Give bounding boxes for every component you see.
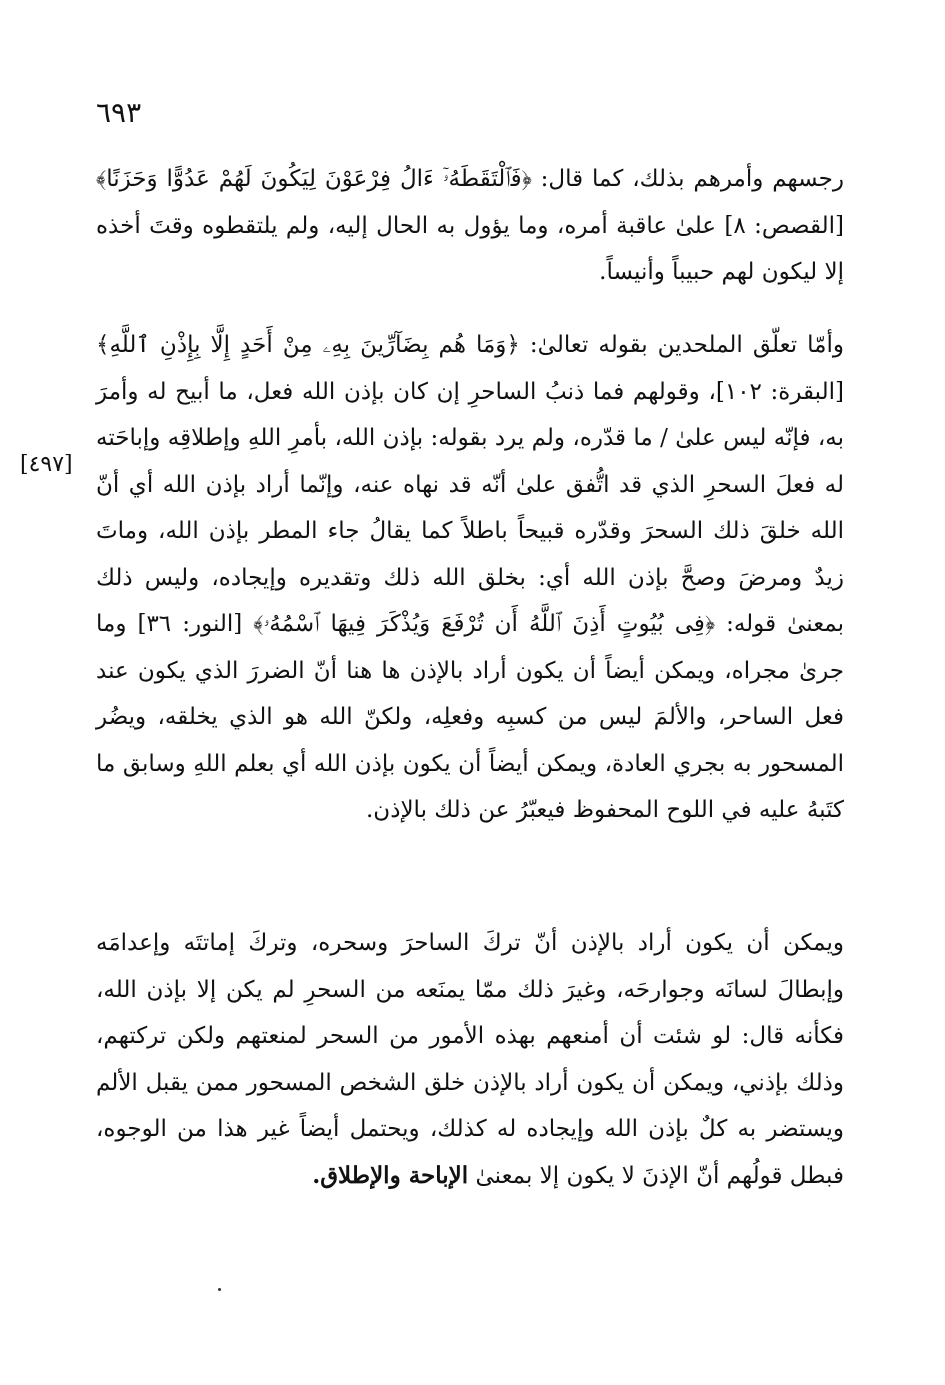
paragraph-1	[96, 156, 844, 296]
paragraph-3	[96, 920, 844, 1199]
paragraph-2-text: وأمّا تعلّق الملحدين بقوله تعالىٰ: ﴿وَمَا هُم بِضَآرِّينَ بِهِۦ مِنْ أَحَدٍ إِلَّا بِإِذْنِ ٱللَّهِ﴾ [البقرة: ١٠٢]، وقولهم فما ذنبُ الساحرِ إن كان بإذن الله فعل، ما أبيح له وأمرَ به، فإنّه ليس علىٰ / ما قدّره، ولم يرد بقوله: بإذن الله، بأمرِ اللهِ وإطلاقِه وإباحَته له فعلَ السحرِ الذي قد اتُّفق علىٰ أنّه قد نهاه عنه، وإنّما أراد بإذن الله أي أنّ الله خلقَ ذلك السحرَ وقدّره قبيحاً باطلاً كما يقالُ جاء المطر بإذن الله، وماتَ زيدٌ ومرضَ وصحَّ بإذن الله أي: بخلق الله ذلك وتقديره وإيجاده، وليس ذلك بمعنىٰ قوله: ﴿فِى بُيُوتٍ أَذِنَ ٱللَّهُ أَن تُرْفَعَ وَيُذْكَرَ فِيهَا ٱسْمُهُۥ﴾ [النور: ٣٦] وما جرىٰ مجراه، ويمكن أيضاً أن يكون أراد بالإذن ها هنا أنّ الضررَ الذي يكون عند فعل الساحر، والألمَ ليس من كسبِه وفعلِه، ولكنّ الله هو الذي يخلقه، ويضُر المسحور به بجري العادة، ويمكن أيضاً أن يكون بإذن الله أي بعلم اللهِ وسابق ما كتَبهُ عليه في اللوح المحفوظ فيعبّرُ عن ذلك بالإذن.	[96, 332, 845, 823]
paragraph-3-text: ويمكن أن يكون أراد بالإذن أنّ تركَ الساحرَ وسحره، وتركَ إماتتَه وإعدامَه وإبطالَ لسانَه وجوارحَه، وغيرَ ذلك ممّا يمنَعه من السحرِ لم يكن إلا بإذن الله، فكأنه قال: لو شئت أن أمنعهم بهذه الأمور من السحر لمنعتهم ولكن تركتهم، وذلك بإذني، ويمكن أن يكون أراد بالإذن خلق الشخص المسحور ممن يقبل الألم ويستضر به كلٌ بإذن الله وإيجاده له كذلك، ويحتمل أيضاً غير هذا من الوجوه، فبطل قولُهم أنّ الإذنَ لا يكون إلا بمعنىٰ	[96, 930, 844, 1189]
page-number: ٦٩٣	[96, 96, 142, 129]
stray-dot-mark	[218, 1288, 221, 1291]
paragraph-1-text: رجسهم وأمرهم بذلك، كما قال: ﴿فَٱلْتَقَطَهُۥٓ ءَالُ فِرْعَوْنَ لِيَكُونَ لَهُمْ عَدُوًّا وَحَزَنًا﴾ [القصص: ٨] علىٰ عاقبة أمره، وما يؤول به الحال إليه، ولم يلتقطوه وقتَ أخذه إلا ليكون لهم حبيباً وأنيساً.	[96, 166, 844, 285]
paragraph-3-container	[96, 920, 844, 1199]
paragraph-2	[96, 322, 844, 834]
margin-reference: [٤٩٧]	[20, 452, 73, 477]
paragraph-3-bold-ending: الإباحة والإطلاق.	[312, 1161, 469, 1189]
